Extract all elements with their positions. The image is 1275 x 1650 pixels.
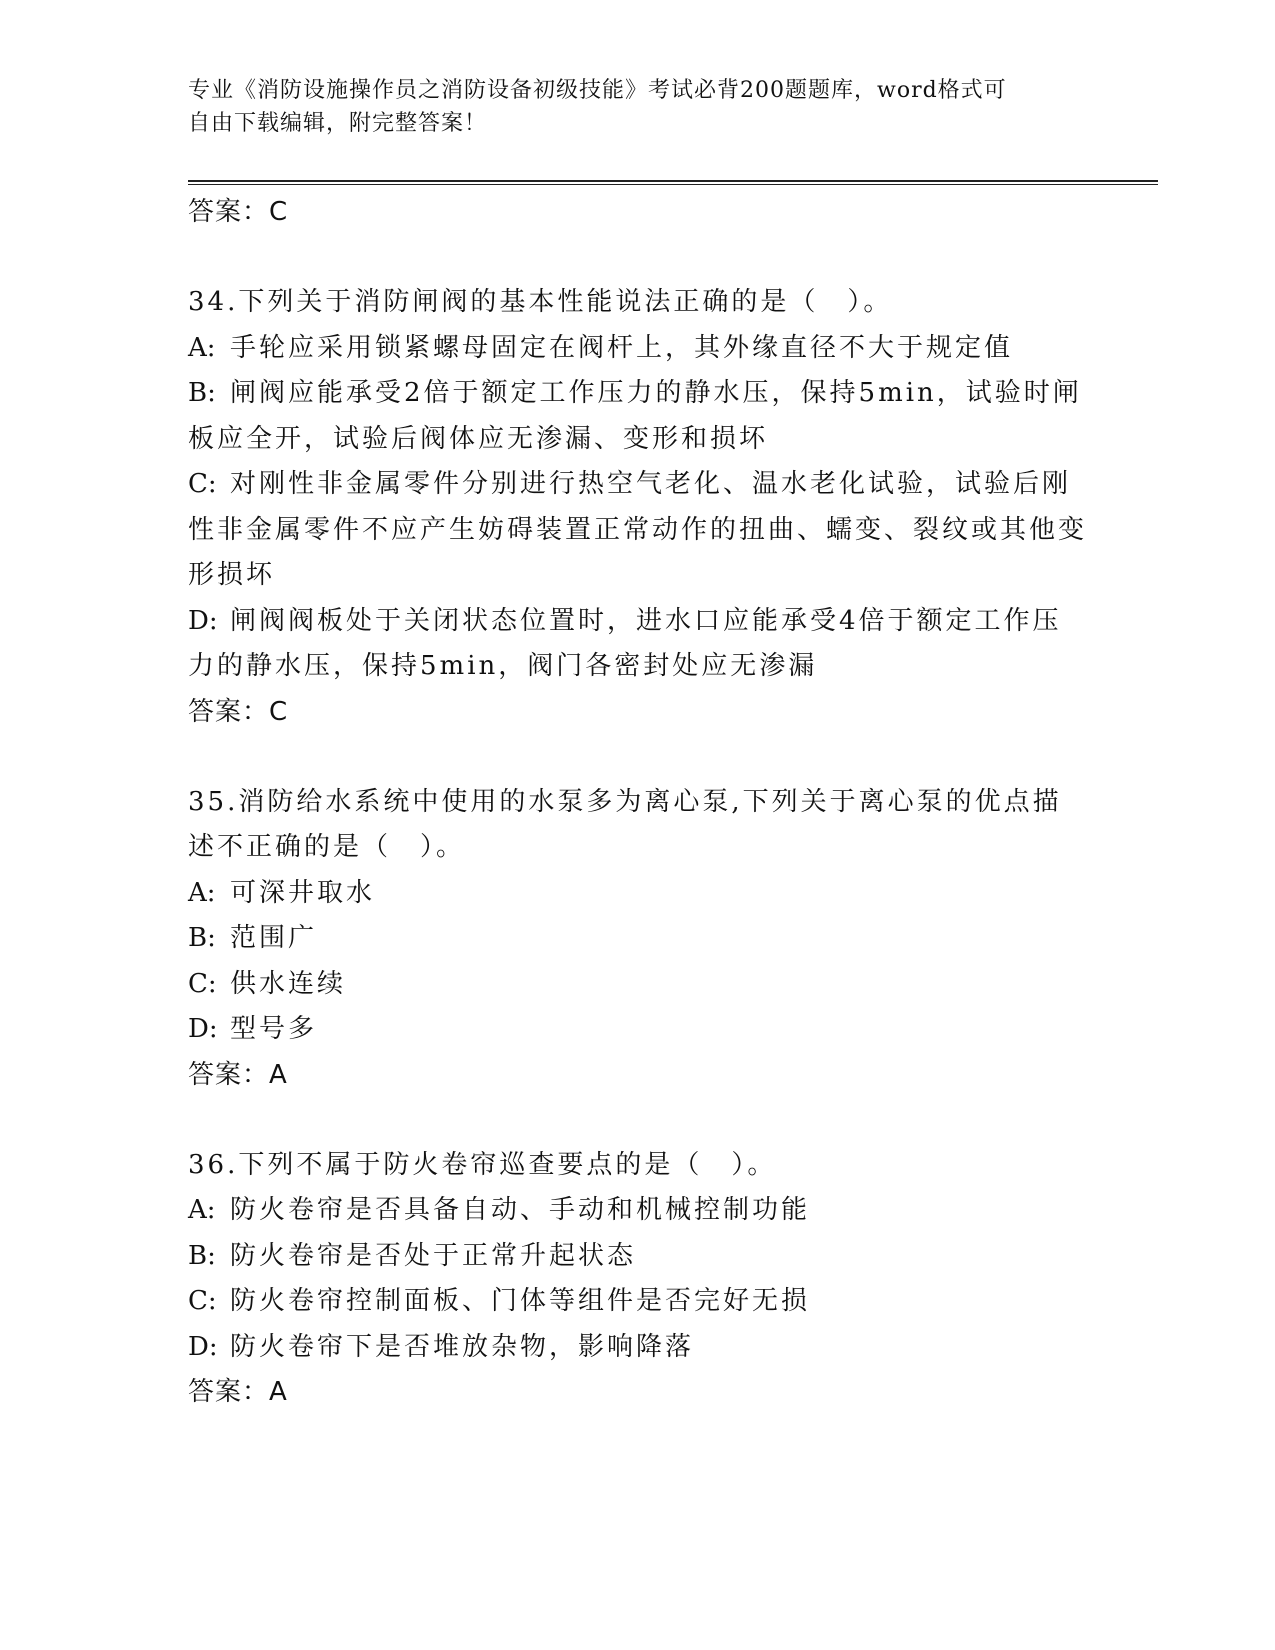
question-35 [188, 780, 1088, 1098]
document-header [188, 74, 1068, 140]
option-key: B: [188, 1240, 216, 1271]
option-text: 防火卷帘控制面板、门体等组件是否完好无损 [230, 1286, 811, 1316]
option-text: 型号多 [230, 1014, 318, 1044]
question-stem: 34.下列关于消防闸阀的基本性能说法正确的是（ ）。 [188, 287, 893, 317]
option-text: 防火卷帘是否具备自动、手动和机械控制功能 [230, 1195, 811, 1225]
answer-line: 答案：A [188, 1059, 288, 1090]
question-36 [188, 1143, 1088, 1416]
option-text: 供水连续 [230, 968, 347, 999]
option-text: 可深井取水 [230, 877, 376, 908]
option-c [188, 462, 1088, 599]
option-key: D: [188, 605, 218, 636]
option-text: 防火卷帘是否处于正常升起状态 [230, 1240, 637, 1271]
answer-line: 答案：C [188, 696, 289, 727]
option-key: A: [188, 1195, 216, 1225]
option-d [188, 1325, 1088, 1371]
option-text: 防火卷帘下是否堆放杂物，影响降落 [230, 1331, 695, 1362]
option-b [188, 1234, 1088, 1280]
option-text: 闸阀阀板处于关闭状态位置时，进水口应能承受4倍于额定工作压力的静水压，保持5min，阀门各密封处应无渗漏 [188, 605, 1062, 681]
option-key: C: [188, 968, 217, 999]
option-text: 闸阀应能承受2倍于额定工作压力的静水压，保持5min，试验时闸板应全开，试验后阀体应无渗漏、变形和损坏 [188, 378, 1082, 454]
question-stem: 36.下列不属于防火卷帘巡查要点的是（ ）。 [188, 1149, 777, 1180]
question-stem: 35.消防给水系统中使用的水泵多为离心泵,下列关于离心泵的优点描述不正确的是（ ）。 [188, 786, 1062, 862]
header-divider-thick [188, 180, 1158, 182]
option-b [188, 371, 1088, 462]
option-a [188, 1188, 1088, 1234]
option-key: B: [188, 378, 216, 408]
option-d [188, 1007, 1088, 1053]
header-line-2: 自由下载编辑，附完整答案！ [188, 111, 488, 136]
option-text: 手轮应采用锁紧螺母固定在阀杆上，其外缘直径不大于规定值 [230, 332, 1014, 363]
option-key: B: [188, 923, 216, 953]
document-body [188, 190, 1088, 1415]
option-c [188, 962, 1088, 1008]
option-a [188, 871, 1088, 917]
header-divider-thin [188, 184, 1158, 185]
option-a [188, 326, 1088, 372]
header-line-1: 专业《消防设施操作员之消防设备初级技能》考试必背200题题库，word格式可 [188, 78, 1007, 103]
option-key: C: [188, 1286, 217, 1316]
option-key: D: [188, 1014, 218, 1044]
answer-line: 答案：C [188, 197, 289, 227]
option-key: D: [188, 1331, 218, 1362]
question-34 [188, 280, 1088, 735]
option-key: C: [188, 469, 217, 499]
option-key: A: [188, 332, 216, 363]
option-key: A: [188, 877, 216, 908]
option-d [188, 599, 1088, 690]
answer-line: 答案：A [188, 1377, 288, 1407]
option-text: 对刚性非金属零件分别进行热空气老化、温水老化试验，试验后刚性非金属零件不应产生妨碍装置正常动作的扭曲、蠕变、裂纹或其他变形损坏 [188, 469, 1088, 590]
option-b [188, 916, 1088, 962]
option-text: 范围广 [230, 923, 318, 953]
option-c [188, 1279, 1088, 1325]
